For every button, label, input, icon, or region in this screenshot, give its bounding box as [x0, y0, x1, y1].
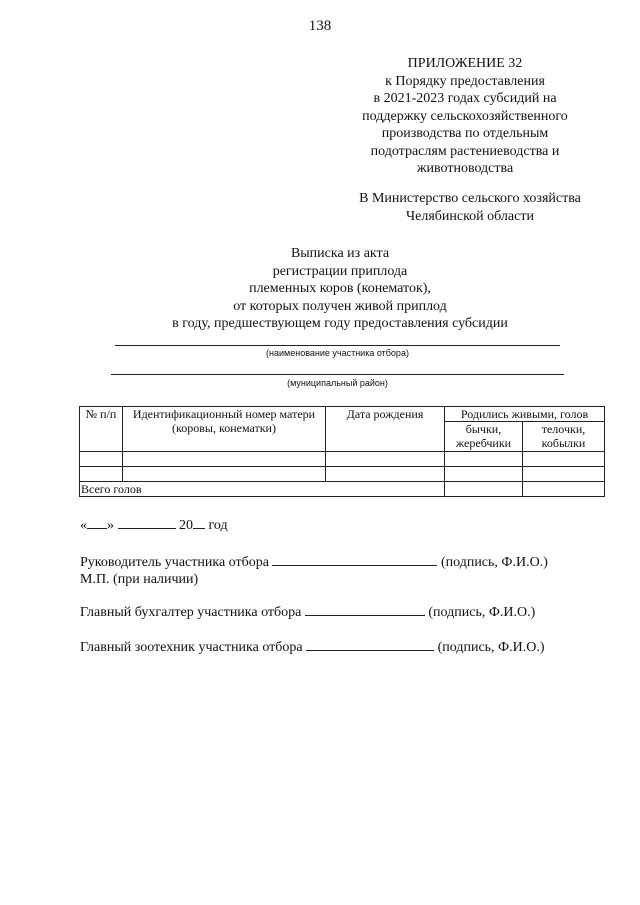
title-line: от которых получен живой приплод [233, 298, 447, 314]
head-signature-field[interactable] [272, 553, 437, 566]
page-number: 138 [308, 18, 332, 34]
header-males: бычки, жеребчики [445, 422, 523, 452]
table-total-row [80, 482, 605, 497]
head-label: Руководитель участника отбора [80, 555, 269, 570]
table-cell[interactable] [80, 467, 123, 482]
district-line[interactable] [111, 374, 564, 375]
table-row [80, 467, 605, 482]
head-suffix: (подпись, Ф.И.О.) [440, 555, 548, 570]
accountant-signature-line [80, 603, 535, 621]
zootech-suffix: (подпись, Ф.И.О.) [437, 640, 545, 655]
total-females-cell[interactable] [523, 482, 605, 497]
table-cell[interactable] [326, 467, 445, 482]
header-mother-id: Идентификационный номер матери (коровы, конематки) [123, 407, 326, 452]
participant-name-caption: (наименование участника отбора) [266, 348, 409, 358]
zootech-label: Главный зоотехник участника отбора [80, 640, 303, 655]
title-line: Выписка из акта [290, 246, 390, 261]
date-close-quote: » [107, 518, 114, 533]
table-cell[interactable] [523, 467, 605, 482]
appendix-line: животноводства [416, 161, 514, 176]
accountant-suffix: (подпись, Ф.И.О.) [428, 605, 536, 620]
appendix-line: ПРИЛОЖЕНИЕ 32 [407, 56, 523, 71]
table-cell[interactable] [80, 452, 123, 467]
appendix-line: в 2021-2023 годах субсидий на [373, 91, 557, 106]
header-birth-date: Дата рождения [326, 407, 445, 452]
addressee-line: В Министерство сельского хозяйства [359, 191, 581, 206]
header-num: № п/п [80, 407, 123, 452]
year-word: год [208, 518, 228, 533]
table-cell[interactable] [326, 452, 445, 467]
table-row [80, 452, 605, 467]
addressee-line: Челябинской области [406, 209, 534, 224]
day-field[interactable] [87, 516, 107, 529]
title-line: регистрации приплода [272, 263, 408, 279]
date-line [80, 516, 228, 534]
year-field[interactable] [193, 516, 205, 529]
appendix-line: к Порядку предоставления [385, 73, 545, 89]
title-line: в году, предшествующем году предоставления субсидии [172, 316, 508, 331]
participant-name-line[interactable] [115, 345, 560, 346]
accountant-signature-field[interactable] [305, 603, 425, 616]
appendix-line: производства по отдельным [381, 126, 549, 141]
appendix-line: подотраслям растениеводства и [370, 143, 560, 159]
header-born-alive: Родились живыми, голов [445, 407, 605, 422]
table-cell[interactable] [445, 452, 523, 467]
appendix-reference [330, 55, 600, 178]
total-males-cell[interactable] [445, 482, 523, 497]
total-label: Всего голов [80, 482, 445, 497]
appendix-line: поддержку сельскохозяйственного [362, 108, 568, 124]
year-prefix: 20 [179, 518, 193, 533]
accountant-label: Главный бухгалтер участника отбора [80, 605, 302, 620]
addressee [330, 190, 610, 226]
stamp-note: М.П. (при наличии) [80, 572, 199, 587]
zootech-signature-field[interactable] [306, 638, 434, 651]
head-signature-line [80, 553, 548, 571]
document-title [80, 245, 600, 333]
table-cell[interactable] [123, 452, 326, 467]
table-cell[interactable] [445, 467, 523, 482]
calf-registration-table [79, 406, 605, 497]
table-header-row [80, 407, 605, 422]
header-females: телочки, кобылки [523, 422, 605, 452]
district-caption: (муниципальный район) [287, 378, 388, 388]
month-field[interactable] [118, 516, 176, 529]
zootech-signature-line [80, 638, 545, 656]
table-cell[interactable] [123, 467, 326, 482]
table-cell[interactable] [523, 452, 605, 467]
title-line: племенных коров (конематок), [249, 281, 431, 296]
date-open-quote: « [80, 518, 87, 533]
